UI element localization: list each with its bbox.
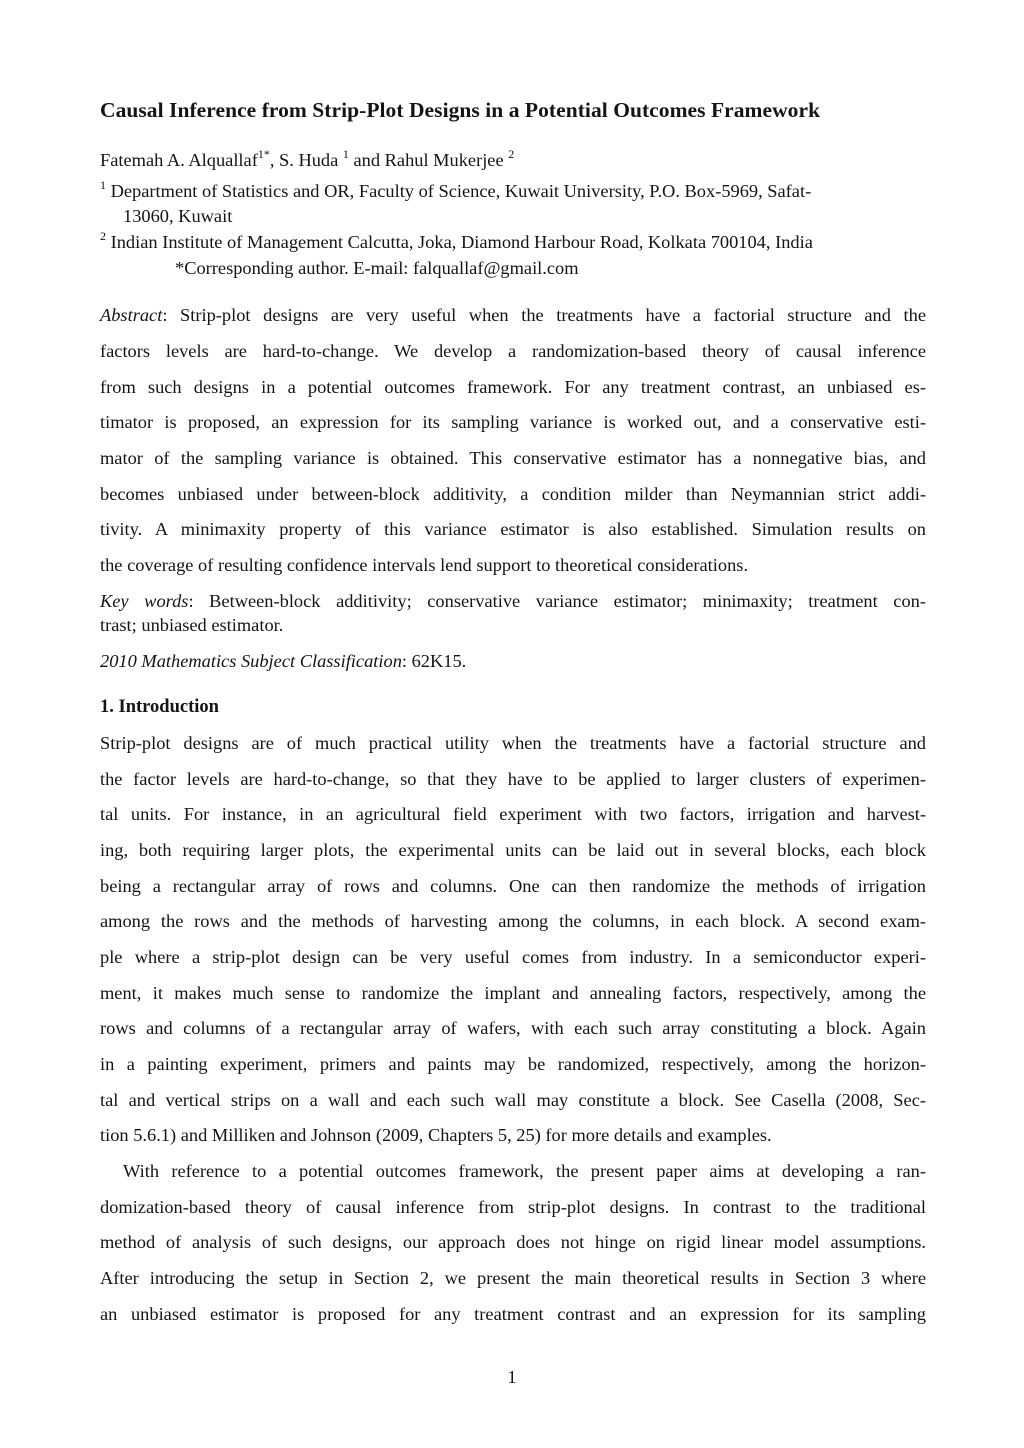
msc-label: 2010 Mathematics Subject Classification bbox=[100, 651, 402, 671]
abstract-line: tivity. A minimaxity property of this variance estimator is also established. Simulation results on bbox=[100, 519, 926, 539]
body-line: the factor levels are hard-to-change, so that they have to be applied to larger clusters of experimen- bbox=[100, 769, 926, 789]
author-line bbox=[100, 147, 515, 171]
abstract-line: the coverage of resulting confidence intervals lend support to theoretical considerations. bbox=[100, 555, 749, 575]
affiliation-1 bbox=[100, 178, 812, 202]
author-3: and Rahul Mukerjee bbox=[348, 150, 504, 170]
body-line: With reference to a potential outcomes framework, the present paper aims at developing a ran- bbox=[123, 1161, 926, 1181]
msc-value: : 62K15. bbox=[401, 651, 467, 671]
abstract-line: timator is proposed, an expression for its sampling variance is worked out, and a conservative esti- bbox=[100, 412, 926, 432]
body-line: ple where a strip-plot design can be very useful comes from industry. In a semiconductor experi- bbox=[100, 947, 926, 967]
affiliation-2-mark: 2 bbox=[100, 229, 106, 243]
affiliation-2-text: Indian Institute of Management Calcutta, Joka, Diamond Harbour Road, Kolkata 700104, India bbox=[110, 232, 813, 252]
body-line: After introducing the setup in Section 2, we present the main theoretical results in Section 3 where bbox=[100, 1268, 926, 1288]
corresponding-author: *Corresponding author. E-mail: falquallaf@gmail.com bbox=[175, 258, 579, 278]
msc-line bbox=[100, 651, 466, 672]
page-number: 1 bbox=[507, 1367, 517, 1387]
body-line: in a painting experiment, primers and paints may be randomized, respectively, among the horizon- bbox=[100, 1054, 926, 1074]
body-line: method of analysis of such designs, our approach does not hinge on rigid linear model assumptions. bbox=[100, 1232, 926, 1252]
affiliation-1-cont: 13060, Kuwait bbox=[123, 206, 233, 226]
keywords-line: trast; unbiased estimator. bbox=[100, 615, 284, 635]
body-line: among the rows and the methods of harvesting among the columns, in each block. A second exam- bbox=[100, 911, 926, 931]
section-heading: 1. Introduction bbox=[100, 697, 219, 717]
abstract-label: Abstract bbox=[100, 305, 163, 325]
body-line: ing, both requiring larger plots, the experimental units can be laid out in several blocks, each block bbox=[100, 840, 926, 860]
author-1-affil-mark: 1* bbox=[257, 147, 270, 161]
affiliation-1-mark: 1 bbox=[100, 178, 106, 192]
body-line: ment, it makes much sense to randomize the implant and annealing factors, respectively, among the bbox=[100, 983, 926, 1003]
abstract-line: factors levels are hard-to-change. We develop a randomization-based theory of causal inference bbox=[100, 341, 926, 361]
author-2: , S. Huda bbox=[269, 150, 339, 170]
abstract-line: from such designs in a potential outcomes framework. For any treatment contrast, an unbiased es- bbox=[100, 377, 926, 397]
body-line: tal units. For instance, in an agricultural field experiment with two factors, irrigation and harvest- bbox=[100, 804, 926, 824]
author-1: Fatemah A. Alquallaf bbox=[100, 150, 258, 170]
body-line: an unbiased estimator is proposed for any treatment contrast and an expression for its sampling bbox=[100, 1304, 926, 1324]
keywords-line: Key words: Between-block additivity; conservative variance estimator; minimaxity; treatment con- bbox=[100, 591, 926, 611]
abstract-line: Abstract: Strip-plot designs are very useful when the treatments have a factorial structure and the bbox=[100, 305, 926, 325]
body-line: rows and columns of a rectangular array of wafers, with each such array constituting a block. Again bbox=[100, 1018, 926, 1038]
body-line: domization-based theory of causal inference from strip-plot designs. In contrast to the traditional bbox=[100, 1197, 926, 1217]
body-line: tion 5.6.1) and Milliken and Johnson (2009, Chapters 5, 25) for more details and examples. bbox=[100, 1125, 772, 1145]
abstract-line: mator of the sampling variance is obtained. This conservative estimator has a nonnegative bias, and bbox=[100, 448, 926, 468]
author-2-affil-mark: 1 bbox=[342, 147, 349, 161]
keywords-label: Key words bbox=[100, 591, 189, 611]
affiliation-2 bbox=[100, 229, 813, 253]
body-line: being a rectangular array of rows and columns. One can then randomize the methods of irrigation bbox=[100, 876, 926, 896]
author-3-affil-mark: 2 bbox=[508, 147, 515, 161]
paper-title: Causal Inference from Strip-Plot Designs in a Potential Outcomes Framework bbox=[100, 98, 821, 122]
affiliation-1-text: Department of Statistics and OR, Faculty of Science, Kuwait University, P.O. Box-5969, Safat- bbox=[110, 181, 812, 201]
body-line: tal and vertical strips on a wall and each such wall may constitute a block. See Casella (2008, Sec- bbox=[100, 1090, 926, 1110]
abstract-line: becomes unbiased under between-block additivity, a condition milder than Neymannian strict addi- bbox=[100, 484, 926, 504]
body-line: Strip-plot designs are of much practical utility when the treatments have a factorial structure and bbox=[100, 733, 926, 753]
